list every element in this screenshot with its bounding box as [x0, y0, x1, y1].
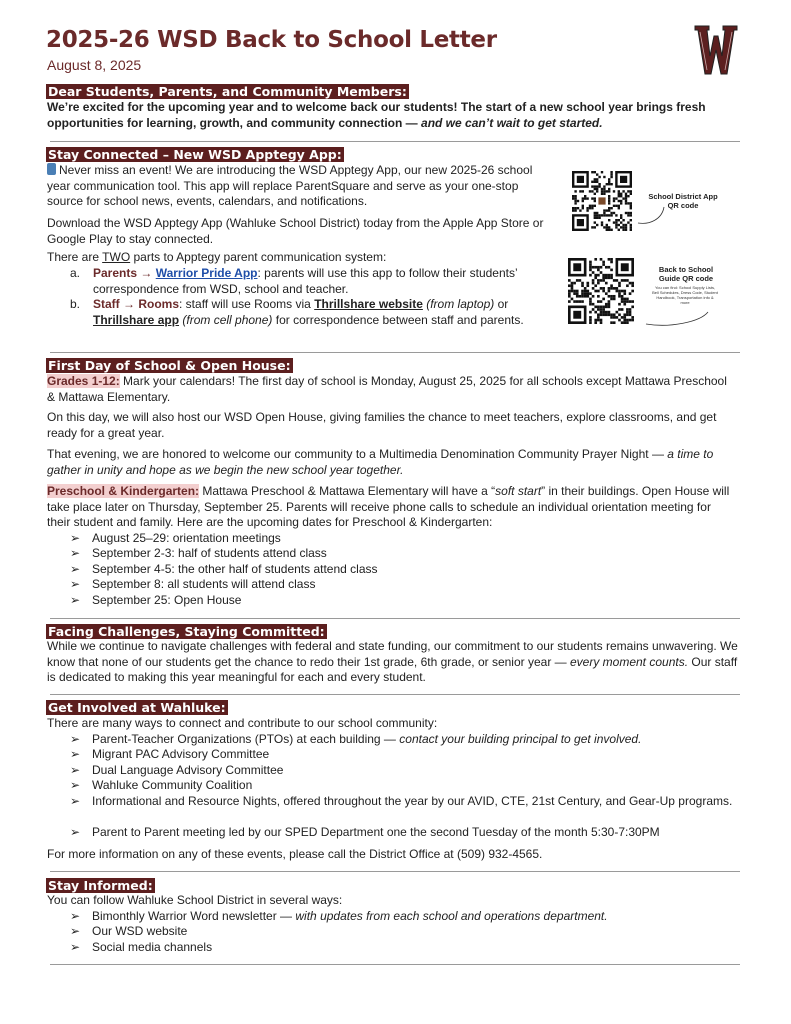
informed-heading: Stay Informed: — [48, 878, 153, 893]
apptegy-item-staff: Staff → Rooms: staff will use Rooms via Thrillshare website (from laptop) or Thrillshare app (from cell phone) for correspondence between staff and parents. — [93, 297, 524, 327]
arrow-icon — [636, 205, 666, 227]
district-app-qr-code[interactable] — [572, 171, 632, 231]
qr1-label: School District App QR code — [648, 192, 718, 210]
informed-intro: You can follow Wahluke School District in several ways: — [47, 893, 343, 907]
qr2-description: You can find: School Supply Lists, Bell Schedules, Dress Code, Student Handbook, Transportation info & more — [652, 285, 718, 305]
letter-date: August 8, 2025 — [47, 57, 142, 73]
list-marker: b. — [70, 297, 81, 311]
divider — [50, 694, 740, 695]
preschool-paragraph: Preschool & Kindergarten: Mattawa Preschool & Mattawa Elementary will have a “soft start” in their buildings. Open House will take place later on Thursday, September 25. Parents will receive phone calls to schedule an individual orientation meeting for their student and family. Here are the upcoming dates for Preschool & Kindergarten: — [47, 484, 730, 529]
list-item: ➢ Parent-Teacher Organizations (PTOs) at each building — contact your building principal to get involved. — [70, 732, 642, 746]
list-item: ➢ Bimonthly Warrior Word newsletter — with updates from each school and operations department. — [70, 909, 608, 923]
list-item: ➢ September 25: Open House — [70, 593, 242, 607]
apptegy-item-parents: Parents → Warrior Pride App: parents will use this app to follow their students’ correspondence from WSD, school and teacher. — [93, 266, 518, 296]
list-item: ➢ September 4-5: the other half of students attend class — [70, 562, 378, 576]
wsd-w-logo — [694, 24, 738, 76]
back-to-school-guide-qr-code[interactable] — [568, 258, 634, 324]
apptegy-p2: Download the WSD Apptegy App (Wahluke School District) today from the Apple App Store or Google Play to stay connected. — [47, 216, 544, 246]
apptegy-p1: Never miss an event! We are introducing the WSD Apptegy App, our new 2025-26 school year communication tool. This app will replace ParentSquare and serve as your one-stop source for school news, events, calendars, and notifications. — [47, 163, 533, 208]
list-item: ➢ September 8: all students will attend class — [70, 577, 316, 591]
list-item: ➢ Informational and Resource Nights, offered throughout the year by our AVID, CTE, 21st Century, and Gear-Up programs. — [70, 794, 733, 808]
thrillshare-website-link[interactable]: Thrillshare website — [314, 297, 423, 311]
warrior-pride-app-link[interactable]: Warrior Pride App — [155, 266, 258, 280]
list-item: ➢ Wahluke Community Coalition — [70, 778, 253, 792]
intro-text: We’re excited for the upcoming year and to welcome back our students! The start of a new school year brings fresh opportunities for learning, growth, and community connection — and we can’t wait to get started. — [47, 100, 706, 130]
arrow-icon — [640, 308, 710, 328]
list-item: ➢ Parent to Parent meeting led by our SPED Department one the second Tuesday of the month 5:30-7:30PM — [70, 825, 660, 839]
divider — [50, 964, 740, 965]
challenges-heading: Facing Challenges, Staying Committed: — [48, 624, 325, 639]
challenges-text: While we continue to navigate challenges with federal and state funding, our commitment to our students remains unwavering. We know that none of our students get the chance to redo their 1st grade, 6th grade, or senior year — every moment counts. Our staff is dedicated to making this year meaningful for each and every student. — [47, 639, 738, 684]
thrillshare-app-link[interactable]: Thrillshare app — [93, 312, 180, 327]
qr2-label: Back to School Guide QR code — [658, 265, 714, 283]
list-item: ➢ Migrant PAC Advisory Committee — [70, 747, 270, 761]
page-title: 2025-26 WSD Back to School Letter — [46, 27, 497, 53]
divider — [50, 618, 740, 619]
involved-heading: Get Involved at Wahluke: — [48, 700, 226, 715]
list-item: ➢ Dual Language Advisory Committee — [70, 763, 284, 777]
first-day-heading: First Day of School & Open House: — [48, 358, 291, 373]
list-item: ➢ Social media channels — [70, 940, 213, 954]
list-item: ➢ September 2-3: half of students attend class — [70, 546, 327, 560]
divider — [50, 141, 740, 142]
divider — [50, 871, 740, 872]
list-marker: a. — [70, 266, 81, 280]
list-item: ➢ Our WSD website — [70, 924, 188, 938]
intro-heading: Dear Students, Parents, and Community Members: — [48, 84, 407, 99]
involved-intro: There are many ways to connect and contribute to our school community: — [47, 716, 438, 730]
phone-icon — [47, 163, 56, 175]
divider — [50, 352, 740, 353]
open-house-paragraph: On this day, we will also host our WSD Open House, giving families the chance to meet teachers, explore classrooms, and get ready for a great year. — [47, 410, 717, 440]
apptegy-p3: There are TWO parts to Apptegy parent communication system: — [47, 250, 387, 264]
involved-footer: For more information on any of these events, please call the District Office at (509) 932-4565. — [47, 847, 543, 861]
grades-paragraph: Grades 1-12: Mark your calendars! The first day of school is Monday, August 25, 2025 for all schools except Mattawa Preschool & Mattawa Elementary. — [47, 374, 727, 404]
apptegy-heading: Stay Connected – New WSD Apptegy App: — [48, 147, 342, 162]
list-item: ➢ August 25–29: orientation meetings — [70, 531, 281, 545]
prayer-night-paragraph: That evening, we are honored to welcome our community to a Multimedia Denomination Community Prayer Night — a time to gather in unity and hope as we begin the new school year together. — [47, 447, 714, 477]
